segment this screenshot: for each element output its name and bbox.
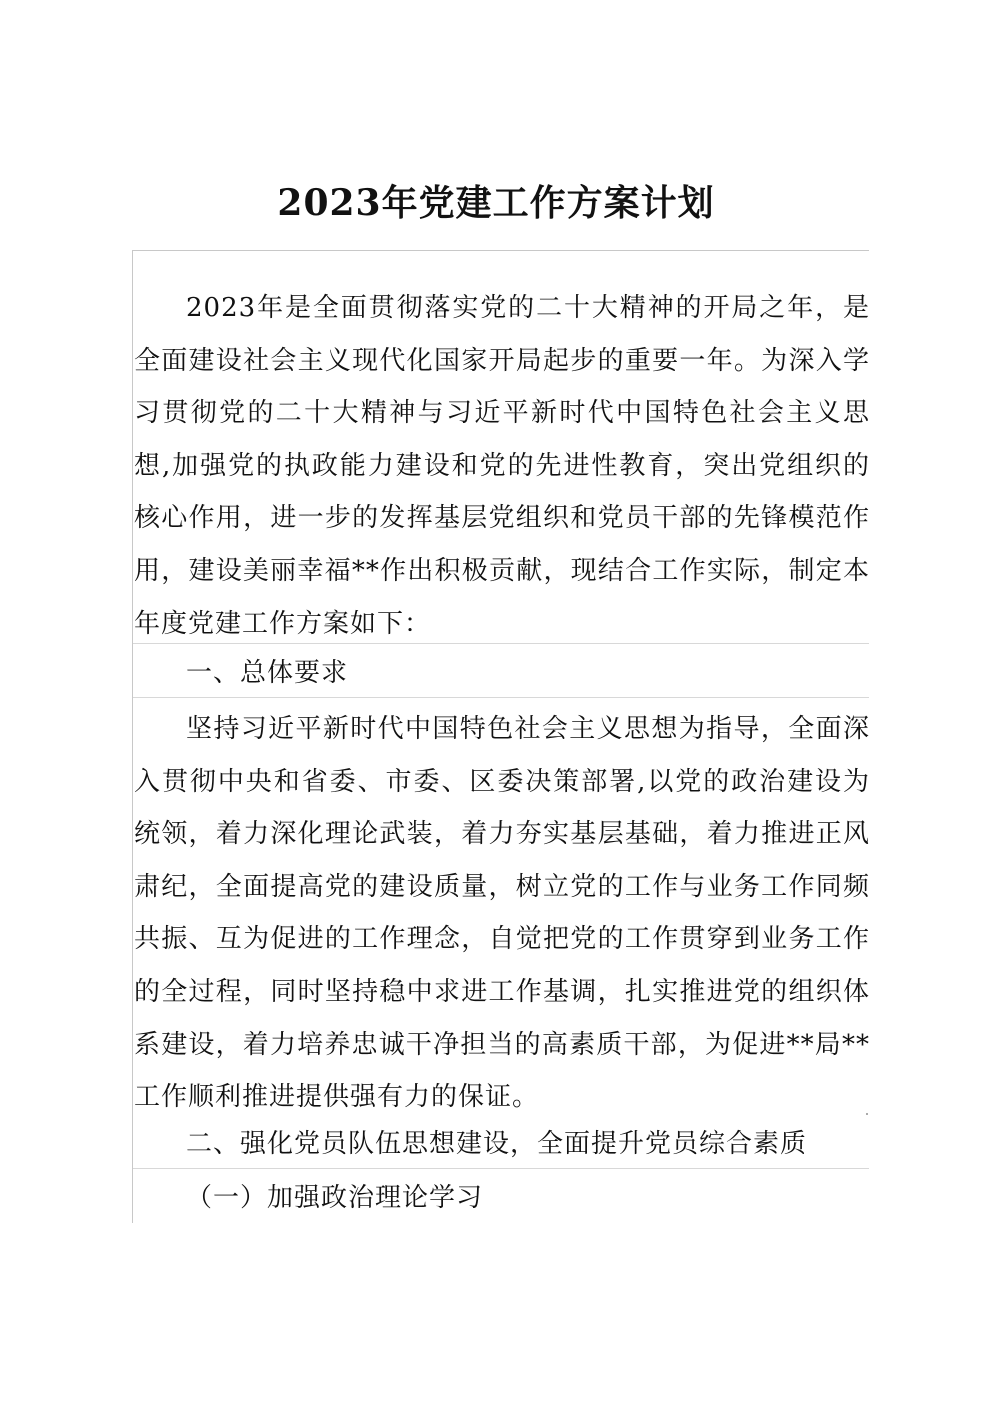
- divider: [133, 643, 869, 644]
- section-2-heading: 二、强化党员队伍思想建设，全面提升党员综合素质: [186, 1129, 808, 1159]
- document-title: 2023年党建工作方案计划: [277, 182, 715, 224]
- marker-dot: [866, 1113, 868, 1115]
- section-1-body: 坚持习近平新时代中国特色社会主义思想为指导，全面深入贯彻中央和省委、市委、区委决策部署,以党的政治建设为统领，着力深化理论武装，着力夯实基层基础，着力推进正风肃纪，全面提高党的建设质量，树立党的工作与业务工作同频共振、互为促进的工作理念，自觉把党的工作贯穿到业务工作的全过程，同时坚持稳中求进工作基调，扎实推进党的组织体系建设，着力培养忠诚干净担当的高素质干部，为促进**局**工作顺利推进提供强有力的保证。: [134, 714, 870, 1113]
- divider: [133, 1168, 869, 1169]
- section-1-heading: 一、总体要求: [186, 658, 349, 688]
- subsection-1-heading: （一）加强政治理论学习: [186, 1183, 484, 1213]
- divider: [133, 697, 869, 698]
- intro-paragraph: 2023年是全面贯彻落实党的二十大精神的开局之年，是全面建设社会主义现代化国家开局起步的重要一年。为深入学习贯彻党的二十大精神与习近平新时代中国特色社会主义思想,加强党的执政能力建设和党的先进性教育，突出党组织的核心作用，进一步的发挥基层党组织和党员干部的先锋模范作用，建设美丽幸福**作出积极贡献，现结合工作实际，制定本年度党建工作方案如下：: [134, 293, 870, 639]
